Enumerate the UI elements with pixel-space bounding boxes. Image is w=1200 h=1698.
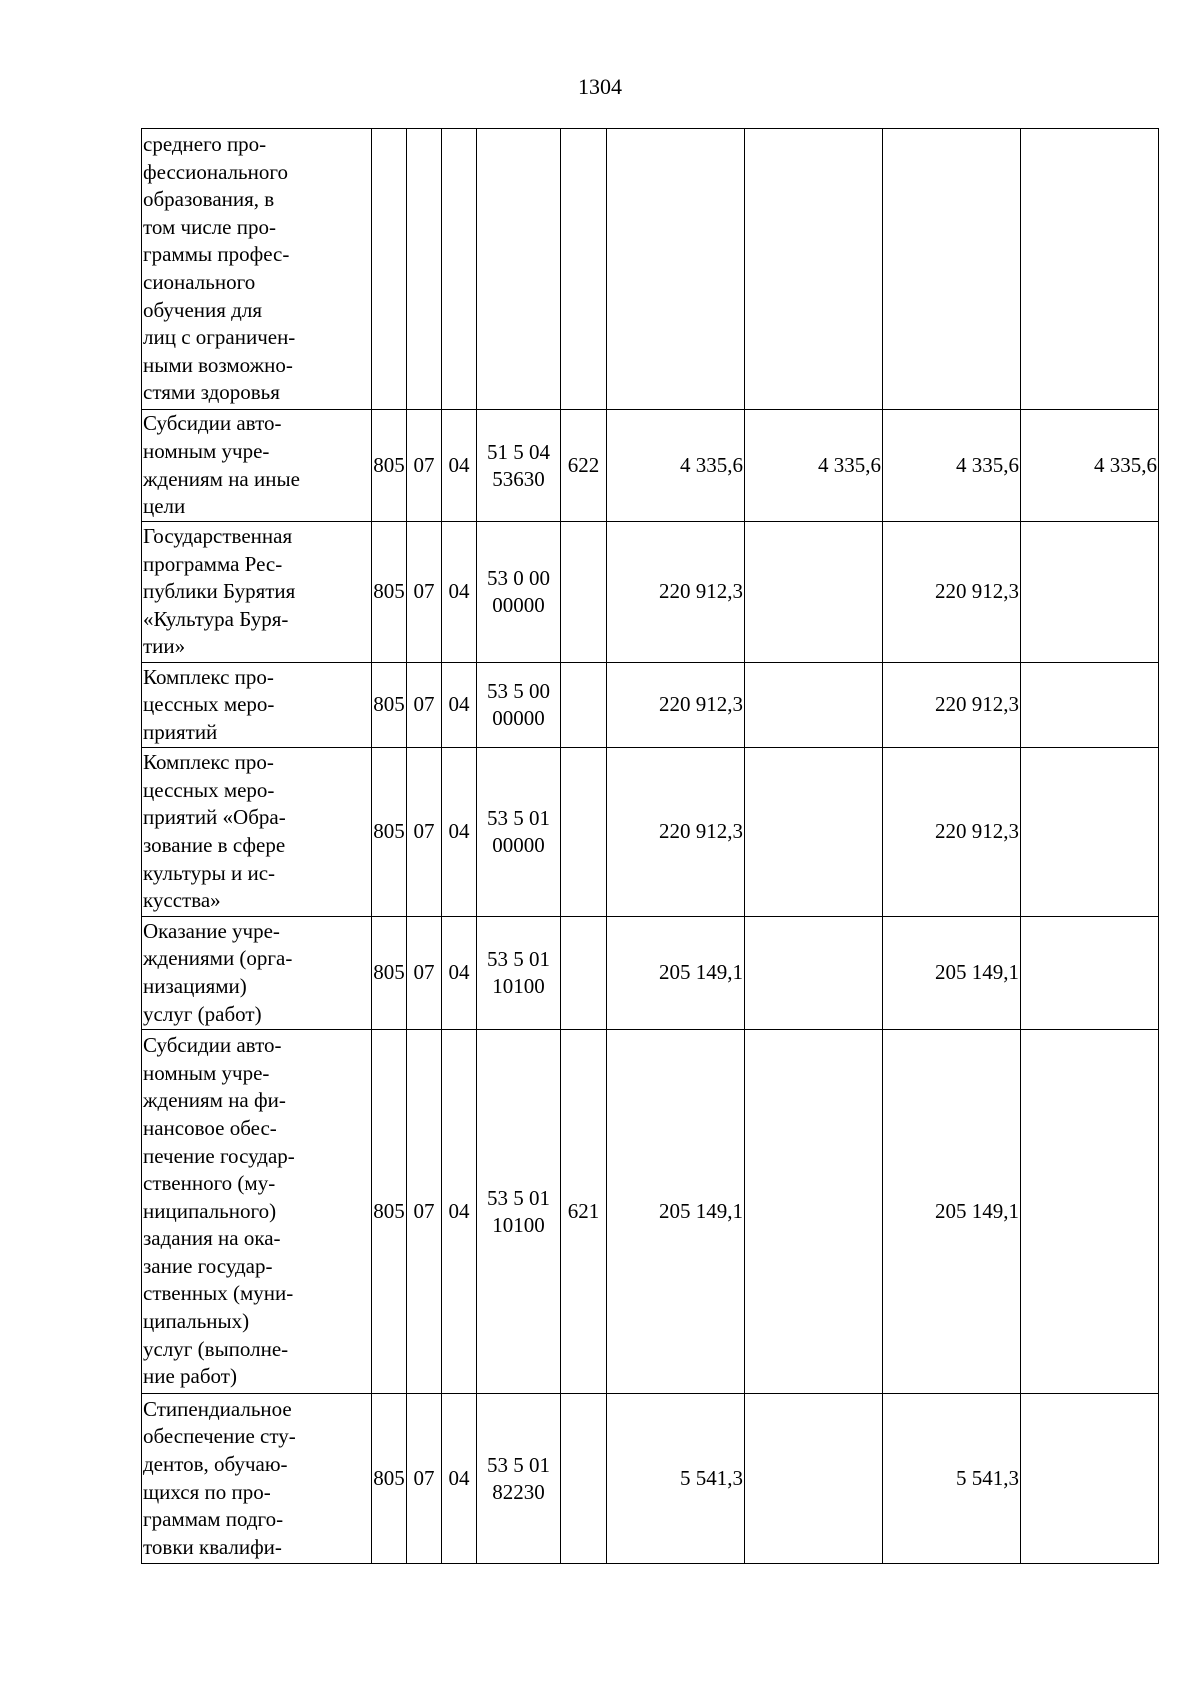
table-row	[142, 663, 1159, 748]
cell-sum2	[745, 129, 883, 410]
cell-gr: 805	[372, 663, 407, 748]
csr-line: 82230	[492, 1479, 545, 1504]
name-line: цессных меро-	[143, 692, 275, 717]
name-line: печение государ-	[143, 1143, 295, 1168]
cell-sum1: 205 149,1	[607, 1030, 745, 1394]
name-line: номным учре-	[143, 438, 270, 463]
name-line: ниципального)	[143, 1198, 277, 1223]
cell-rz: 07	[407, 748, 442, 917]
cell-csr	[477, 917, 561, 1030]
table-row	[142, 1394, 1159, 1564]
cell-name	[142, 410, 372, 522]
cell-vr: 622	[561, 410, 607, 522]
name-line: Государственная	[143, 524, 293, 549]
cell-vr	[561, 917, 607, 1030]
name-line: граммы профес-	[143, 242, 290, 267]
cell-pr: 04	[442, 663, 477, 748]
cell-sum1	[607, 129, 745, 410]
name-line: ципальных)	[143, 1309, 250, 1334]
cell-csr	[477, 1030, 561, 1394]
csr-line: 53 5 01	[487, 806, 550, 830]
cell-sum1: 220 912,3	[607, 522, 745, 663]
cell-gr	[372, 129, 407, 410]
cell-sum3: 220 912,3	[883, 522, 1021, 663]
cell-gr: 805	[372, 1394, 407, 1564]
name-line: стями здоровья	[143, 380, 280, 405]
name-line: задания на ока-	[143, 1226, 281, 1251]
cell-sum4	[1021, 1030, 1159, 1394]
cell-gr: 805	[372, 748, 407, 917]
cell-csr	[477, 748, 561, 917]
table-row	[142, 522, 1159, 663]
name-line: фессионального	[143, 159, 288, 184]
cell-pr: 04	[442, 1030, 477, 1394]
name-line: «Культура Буря-	[143, 606, 289, 631]
cell-sum2	[745, 1030, 883, 1394]
cell-pr: 04	[442, 522, 477, 663]
csr-line: 10100	[492, 1212, 545, 1237]
name-line: зание государ-	[143, 1253, 273, 1278]
name-line: услуг (работ)	[143, 1001, 262, 1026]
name-line: цессных меро-	[143, 777, 275, 802]
name-line: зование в сфере	[143, 833, 286, 857]
name-line: обеспечение сту-	[143, 1424, 296, 1449]
name-line: ственных (муни-	[143, 1281, 294, 1306]
cell-sum4	[1021, 1394, 1159, 1564]
table-row	[142, 1030, 1159, 1394]
name-line: приятий	[143, 719, 218, 744]
cell-sum1: 4 335,6	[607, 410, 745, 522]
table-row	[142, 917, 1159, 1030]
name-line: культуры и ис-	[143, 860, 276, 885]
name-line: том числе про-	[143, 214, 276, 239]
name-line: ственного (му-	[143, 1171, 276, 1196]
cell-rz: 07	[407, 410, 442, 522]
cell-sum2	[745, 522, 883, 663]
cell-sum1: 220 912,3	[607, 663, 745, 748]
cell-sum4	[1021, 917, 1159, 1030]
cell-name	[142, 663, 372, 748]
cell-gr: 805	[372, 410, 407, 522]
cell-sum3	[883, 129, 1021, 410]
cell-sum3: 205 149,1	[883, 1030, 1021, 1394]
cell-pr: 04	[442, 917, 477, 1030]
name-line: ждениями (орга-	[143, 946, 293, 971]
cell-sum2	[745, 917, 883, 1030]
cell-rz: 07	[407, 917, 442, 1030]
cell-csr	[477, 410, 561, 522]
cell-rz: 07	[407, 663, 442, 748]
table-row	[142, 748, 1159, 917]
table-row	[142, 410, 1159, 522]
cell-vr	[561, 522, 607, 663]
name-line: программа Рес-	[143, 551, 283, 576]
cell-name	[142, 748, 372, 917]
cell-csr	[477, 1394, 561, 1564]
csr-line: 00000	[492, 706, 545, 730]
cell-sum4	[1021, 748, 1159, 917]
cell-sum4: 4 335,6	[1021, 410, 1159, 522]
cell-name	[142, 1394, 372, 1564]
cell-sum2: 4 335,6	[745, 410, 883, 522]
cell-sum3: 5 541,3	[883, 1394, 1021, 1564]
cell-sum2	[745, 748, 883, 917]
name-line: Стипендиальное	[143, 1396, 292, 1421]
cell-rz: 07	[407, 1030, 442, 1394]
name-line: услуг (выполне-	[143, 1336, 289, 1361]
name-line: сионального	[143, 270, 256, 294]
name-line: номным учре-	[143, 1060, 270, 1085]
budget-table	[141, 128, 1159, 1564]
name-line: приятий «Обра-	[143, 805, 286, 830]
cell-sum3: 205 149,1	[883, 917, 1021, 1030]
csr-line: 53 5 01	[487, 1185, 550, 1210]
name-line: тии»	[143, 634, 186, 659]
cell-pr: 04	[442, 748, 477, 917]
name-line: Комплекс про-	[143, 664, 274, 689]
cell-vr: 621	[561, 1030, 607, 1394]
cell-pr: 04	[442, 410, 477, 522]
cell-name	[142, 522, 372, 663]
cell-name	[142, 917, 372, 1030]
name-line: нансовое обес-	[143, 1115, 277, 1140]
cell-sum3: 220 912,3	[883, 663, 1021, 748]
cell-name	[142, 129, 372, 410]
name-line: Комплекс про-	[143, 750, 274, 775]
name-line: граммам подго-	[143, 1507, 284, 1532]
csr-line: 51 5 04	[487, 439, 550, 464]
csr-line: 00000	[492, 593, 545, 617]
name-line: ными возможно-	[143, 352, 293, 377]
name-line: низациями)	[143, 974, 247, 998]
cell-rz: 07	[407, 522, 442, 663]
csr-line: 53 5 00	[487, 679, 550, 703]
cell-sum3: 4 335,6	[883, 410, 1021, 522]
page-number: 1304	[578, 74, 622, 99]
cell-sum3: 220 912,3	[883, 748, 1021, 917]
cell-pr: 04	[442, 1394, 477, 1564]
cell-sum1: 5 541,3	[607, 1394, 745, 1564]
name-line: публики Бурятия	[143, 579, 296, 604]
name-line: Субсидии авто-	[143, 1033, 282, 1058]
csr-line: 53 5 01	[487, 947, 550, 971]
cell-csr	[477, 129, 561, 410]
cell-rz: 07	[407, 1394, 442, 1564]
name-line: среднего про-	[143, 132, 267, 157]
cell-sum4	[1021, 129, 1159, 410]
name-line: дентов, обучаю-	[143, 1451, 288, 1476]
csr-line: 53 5 01	[487, 1452, 550, 1477]
cell-gr: 805	[372, 1030, 407, 1394]
name-line: товки квалифи-	[143, 1534, 282, 1559]
cell-sum1: 205 149,1	[607, 917, 745, 1030]
cell-csr	[477, 663, 561, 748]
cell-sum2	[745, 663, 883, 748]
name-line: щихся по про-	[143, 1479, 271, 1504]
name-line: ждениям на иные	[143, 466, 300, 491]
name-line: обучения для	[143, 297, 262, 322]
cell-sum4	[1021, 522, 1159, 663]
name-line: ждениям на фи-	[143, 1088, 286, 1113]
cell-sum1: 220 912,3	[607, 748, 745, 917]
cell-vr	[561, 663, 607, 748]
table-body	[142, 129, 1159, 1564]
name-line: лиц с ограничен-	[143, 325, 296, 350]
cell-vr	[561, 748, 607, 917]
cell-vr	[561, 129, 607, 410]
table-row	[142, 129, 1159, 410]
cell-sum4	[1021, 663, 1159, 748]
csr-line: 53630	[492, 466, 545, 491]
cell-sum2	[745, 1394, 883, 1564]
name-line: ние работ)	[143, 1364, 237, 1389]
cell-csr	[477, 522, 561, 663]
cell-vr	[561, 1394, 607, 1564]
name-line: образования, в	[143, 187, 275, 212]
cell-pr	[442, 129, 477, 410]
csr-line: 10100	[492, 974, 545, 998]
cell-gr: 805	[372, 522, 407, 663]
name-line: Оказание учре-	[143, 918, 280, 943]
csr-line: 53 0 00	[487, 566, 550, 590]
csr-line: 00000	[492, 833, 545, 857]
cell-gr: 805	[372, 917, 407, 1030]
name-line: кусства»	[143, 888, 221, 913]
name-line: Субсидии авто-	[143, 411, 282, 436]
cell-rz	[407, 129, 442, 410]
cell-name	[142, 1030, 372, 1394]
name-line: цели	[143, 494, 186, 519]
